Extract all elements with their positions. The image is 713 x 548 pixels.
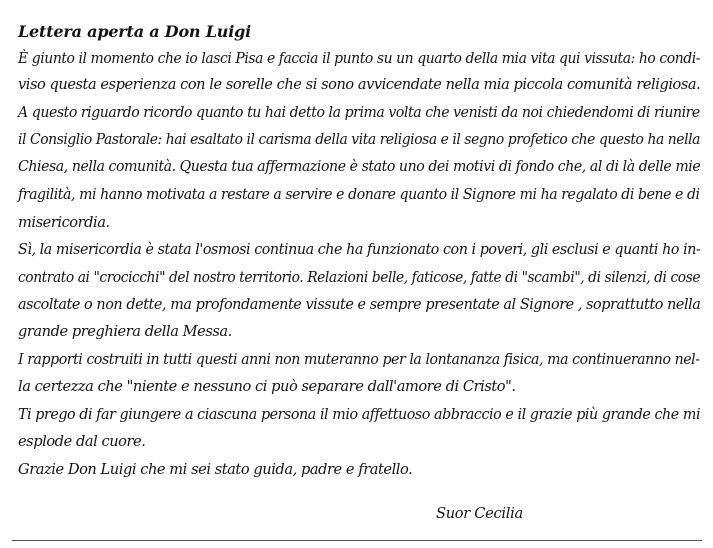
letter-line: I rapporti costruiti in tutti questi anni non muteranno per la lontananza fisica, ma continueranno nel- (18, 351, 700, 368)
letter-line: misericordia. (18, 214, 110, 231)
bottom-divider (12, 540, 702, 541)
letter-line: il Consiglio Pastorale: hai esaltato il carisma della vita religiosa e il segno profetico che questo ha nella (18, 131, 700, 148)
letter-line: Grazie Don Luigi che mi sei stato guida, padre e fratello. (18, 461, 413, 478)
letter-line: fragilità, mi hanno motivata a restare a servire e donare quanto il Signore mi ha regalato di bene e di (18, 186, 700, 203)
letter-line: contrato ai "crocicchi" del nostro territorio. Relazioni belle, faticose, fatte di "scambi", di silenzi, di cose (18, 269, 701, 286)
letter-line: Ti prego di far giungere a ciascuna persona il mio affettuoso abbraccio e il grazie più grande che mi (18, 406, 701, 423)
letter-line: Sì, la misericordia è stata l'osmosi continua che ha funzionato con i poveri, gli esclusi e quanti ho in- (18, 241, 701, 258)
letter-line: esplode dal cuore. (18, 433, 146, 450)
letter-line: ascoltate o non dette, ma profondamente vissute e sempre presentate al Signore , soprattutto nella (18, 296, 701, 313)
letter-title: Lettera aperta a Don Luigi (18, 22, 251, 41)
letter-line: viso questa esperienza con le sorelle che si sono avvicendate nella mia piccola comunità religiosa. (18, 76, 701, 93)
letter-line: È giunto il momento che io lasci Pisa e faccia il punto su un quarto della mia vita qui vissuta: ho condi- (18, 50, 701, 67)
letter-line: A questo riguardo ricordo quanto tu hai detto la prima volta che venisti da noi chiedendomi di riunire (18, 104, 700, 121)
signature: Suor Cecilia (436, 505, 523, 522)
letter-line: Chiesa, nella comunità. Questa tua affermazione è stato uno dei motivi di fondo che, al di là delle mie (18, 158, 701, 175)
letter-line: la certezza che "niente e nessuno ci può separare dall'amore di Cristo". (18, 378, 516, 395)
letter-line: grande preghiera della Messa. (18, 323, 232, 340)
